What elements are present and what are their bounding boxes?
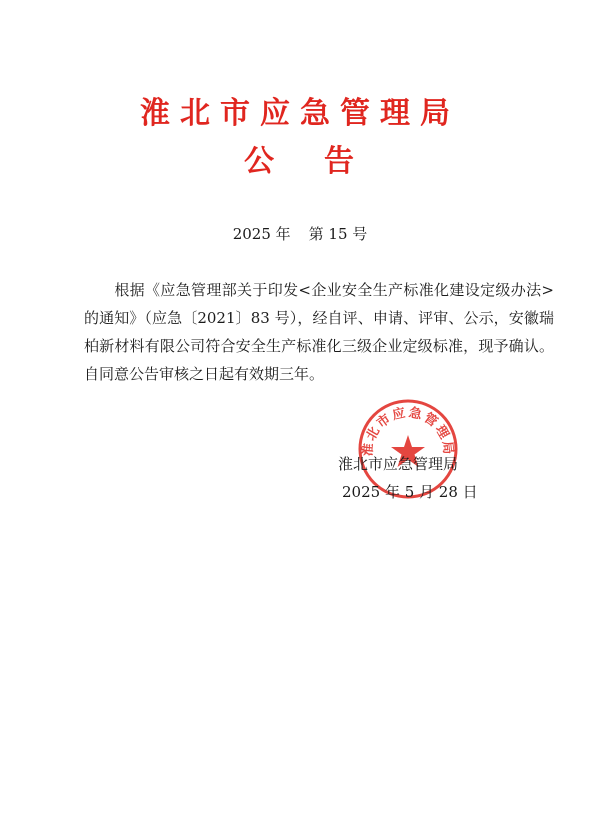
signature-org: 淮北市应急管理局 (338, 455, 459, 473)
svg-text:淮北市应急管理局: 淮北市应急管理局 (360, 405, 456, 458)
document-kind-title: 公告 (244, 144, 404, 179)
announcement-body (84, 276, 554, 388)
document-year: 2025 年 (232, 225, 291, 243)
announcement-paragraph: 根据《应急管理部关于印发<企业安全生产标准化建设定级办法>的通知》（应急〔2021〕83 号），经自评、申请、评审、公示，安徽瑞柏新材料有限公司符合安全生产标准化三级企业定级标准，现予确认。自同意公告审核之日起有效期三年。 (84, 281, 554, 383)
signature-block (338, 450, 478, 506)
document-number (0, 223, 600, 245)
document-serial-number: 第 15 号 (308, 225, 368, 243)
signature-date: 2025 年 5 月 28 日 (342, 483, 478, 501)
org-title: 淮北市应急管理局 (140, 96, 460, 131)
